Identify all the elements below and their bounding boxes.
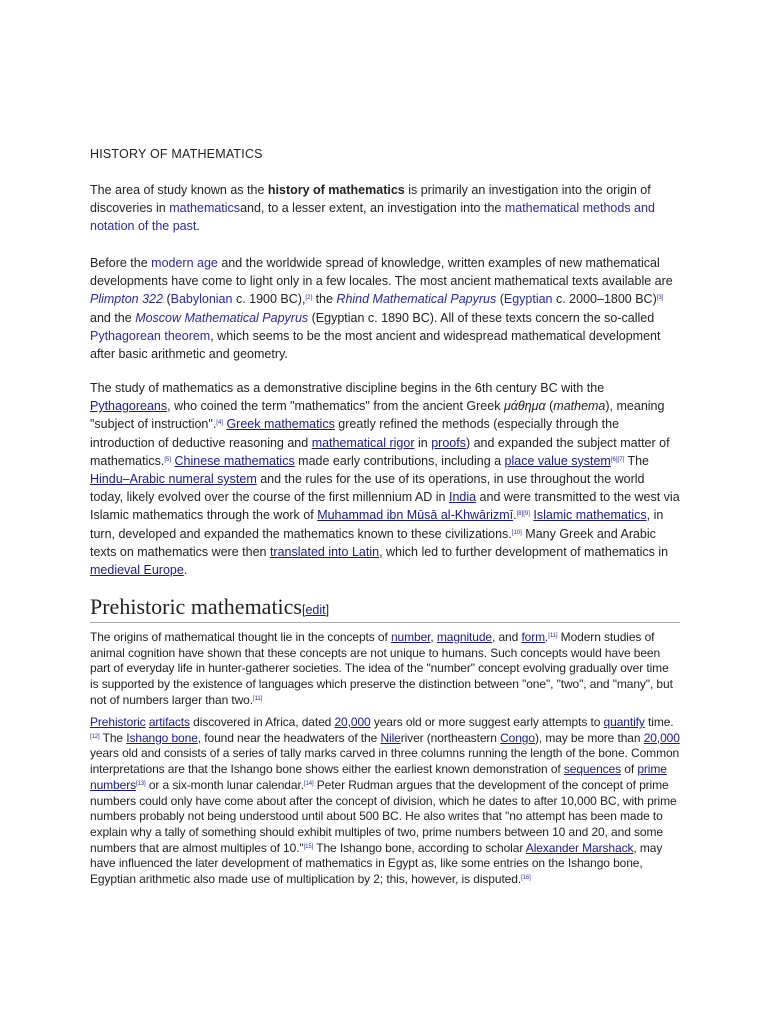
reference-marker[interactable]: [4]	[216, 420, 223, 427]
document-title: HISTORY OF MATHEMATICS	[90, 147, 263, 161]
link-form[interactable]: form	[521, 630, 546, 644]
text: The Ishango bone, according to scholar	[313, 840, 526, 855]
text: Peter Rudman argues that the development of the concept of prime numbers could only have come about after the concept of division, which he dates to after 10,000 BC, with prime numbers probably not being understood until about 500 BC. He also writes that "no attempt has been made to explain why a tally of something should exhibit multiples of two, prime numbers between 10 and 20, and some numbers that are almost multiples of 10."	[90, 777, 677, 855]
reference-marker[interactable]: [5]	[164, 456, 172, 463]
reference-marker[interactable]: [13]	[136, 780, 146, 787]
link-pythagoreans[interactable]: Pythagoreans	[90, 399, 168, 414]
greek-mathematics-paragraph	[90, 379, 680, 579]
bold-term: history of mathematics	[267, 183, 405, 197]
link-egyptian[interactable]: Egyptian	[503, 292, 553, 307]
text: , in turn, developed and expanded the mathematics known to these civilizations.	[90, 508, 664, 541]
reference-marker[interactable]: [15]	[303, 843, 314, 850]
link-medieval-europe[interactable]: medieval Europe	[90, 563, 184, 578]
text: the	[312, 292, 337, 307]
link-chinese-mathematics[interactable]: Chinese mathematics	[174, 453, 295, 468]
text: .	[196, 219, 200, 234]
text: The	[624, 453, 649, 468]
reference-marker[interactable]: [6][7]	[610, 456, 625, 463]
text: years old or more suggest early attempts to	[370, 715, 604, 729]
link-pythagorean-theorem[interactable]: Pythagorean theorem	[90, 328, 211, 343]
link-india[interactable]: India	[448, 490, 477, 505]
edit-link[interactable]: edit	[305, 603, 326, 617]
text: Modern studies of animal cognition have shown that these concepts are not unique to humans. Such concepts would have been part of everyday life in hunter-gatherer societies. The idea of the "number" concept evolving gradually over time is supported by the existence of languages which preserve the distinction between "one", "two", and "many", but not of numbers larger than two.	[90, 630, 673, 707]
reference-marker[interactable]: [2]	[305, 295, 313, 302]
link-number[interactable]: number	[390, 630, 431, 644]
link-modern-age[interactable]: modern age	[151, 256, 218, 270]
link-quantify[interactable]: quantify	[603, 715, 645, 729]
text: , and	[492, 630, 522, 644]
link-islamic-mathematics[interactable]: Islamic mathematics	[533, 508, 647, 523]
ishango-paragraph	[90, 715, 680, 888]
transliteration: mathema	[553, 399, 606, 414]
reference-marker[interactable]: [12]	[90, 733, 100, 740]
link-al-khwarizmi[interactable]: Muhammad ibn Mūsā al-Khwārizmī	[317, 508, 514, 523]
text: ,	[430, 630, 437, 644]
text: is primarily an investigation into the origin of discoveries in	[90, 183, 651, 216]
link-translated-into-latin[interactable]: translated into Latin	[269, 544, 380, 559]
link-plimpton-322[interactable]: Plimpton 322	[90, 292, 163, 307]
section-heading	[90, 594, 680, 623]
link-20000-second[interactable]: 20,000	[643, 730, 680, 745]
text: The area of study known as the	[90, 183, 268, 197]
reference-marker[interactable]: [11]	[253, 695, 263, 702]
text: , which led to further development of mathematics in	[379, 544, 669, 559]
link-artifacts[interactable]: artifacts	[148, 715, 190, 729]
reference-marker[interactable]: [10]	[511, 529, 522, 536]
link-prehistoric[interactable]: Prehistoric	[90, 715, 146, 729]
text: greatly refined the methods (especially through the introduction of deductive reasoning and	[90, 417, 620, 450]
ancient-texts-paragraph	[90, 254, 680, 363]
reference-marker[interactable]: [8][9]	[516, 511, 530, 518]
text: of	[621, 762, 638, 777]
text: (	[545, 399, 554, 414]
text: in	[414, 435, 432, 450]
reference-marker[interactable]: [16]	[521, 875, 531, 882]
text: , which seems to be the most ancient and widespread mathematical development after basic arithmetic and geometry.	[90, 328, 661, 362]
text: and were transmitted to the west via Islamic mathematics through the work of	[90, 490, 680, 523]
text: and the worldwide spread of knowledge, written examples of new mathematical developments have come to light only in a few locales. The most ancient mathematical texts available are	[90, 256, 673, 289]
text: The	[99, 730, 127, 745]
link-rhind-papyrus[interactable]: Rhind Mathematical Papyrus	[336, 292, 497, 307]
text: (Egyptian c. 1890 BC). All of these texts concern the so-called	[308, 310, 655, 325]
text: ), meaning "subject of instruction".	[90, 399, 665, 432]
link-prime-numbers[interactable]: prime numbers	[90, 762, 667, 792]
text: (	[496, 292, 504, 307]
link-babylonian[interactable]: Babylonian	[170, 292, 233, 307]
text: .	[183, 563, 188, 578]
link-nile[interactable]: Nile	[380, 730, 401, 745]
link-alexander-marshack[interactable]: Alexander Marshack	[525, 840, 634, 855]
text: (	[162, 292, 171, 307]
text: Many Greek and Arabic texts on mathematics were then	[90, 526, 656, 559]
link-proofs[interactable]: proofs	[431, 435, 466, 450]
link-greek-mathematics[interactable]: Greek mathematics	[226, 417, 335, 432]
link-mathematical-methods[interactable]: mathematical methods and notation of the past	[90, 201, 655, 234]
link-mathematical-rigor[interactable]: mathematical rigor	[311, 435, 415, 450]
text: , may have influenced the later development of mathematics in Egypt as, like some entries on the Ishango bone, Egyptian arithmetic also made use of multiplication by 2; this, however, is disputed.	[90, 840, 663, 887]
reference-marker[interactable]: [14]	[303, 780, 314, 787]
edit-section	[302, 603, 329, 617]
text: ) and expanded the subject matter of mathematics.	[90, 435, 670, 468]
text: and the	[90, 310, 136, 325]
link-sequences[interactable]: sequences	[563, 762, 622, 777]
link-congo[interactable]: Congo	[500, 730, 535, 745]
text: c. 2000–1800 BC)	[552, 292, 657, 307]
text: river (northeastern	[400, 730, 501, 745]
link-20000[interactable]: 20,000	[334, 715, 371, 729]
link-mathematics[interactable]: mathematics	[169, 201, 241, 216]
text: time.	[644, 715, 674, 729]
text: ), may be more than	[534, 730, 644, 745]
origins-paragraph	[90, 630, 680, 709]
text: and, to a lesser extent, an investigation into the	[240, 201, 505, 216]
text: Before the	[90, 256, 152, 270]
text: The origins of mathematical thought lie in the concepts of	[90, 630, 391, 644]
text: , found near the headwaters of the	[197, 730, 381, 745]
reference-marker[interactable]: [11]	[548, 633, 558, 639]
text: The study of mathematics as a demonstrative discipline begins in the 6th century BC with the	[90, 381, 605, 395]
text: discovered in Africa, dated	[189, 715, 335, 729]
text: c. 1900 BC),	[232, 292, 306, 307]
text: made early contributions, including a	[294, 453, 505, 468]
bracket: [	[302, 603, 306, 617]
link-moscow-papyrus[interactable]: Moscow Mathematical Papyrus	[135, 310, 309, 325]
text: and the rules for the use of its operations, in use throughout the world today, likely evolved over the course of the first millennium AD in	[90, 472, 645, 505]
link-ishango-bone[interactable]: Ishango bone	[126, 730, 198, 745]
reference-marker[interactable]: [3]	[656, 295, 664, 302]
link-hindu-arabic-numerals[interactable]: Hindu–Arabic numeral system	[90, 472, 257, 487]
link-magnitude[interactable]: magnitude	[436, 630, 492, 644]
text: .	[513, 508, 517, 523]
section-heading-text: Prehistoric mathematics	[90, 594, 302, 619]
link-place-value-system[interactable]: place value system	[504, 453, 611, 468]
text: years old and consists of a series of tally marks carved in three columns running the length of the bone. Common interpretations are that the Ishango bone shows either the earliest known demonstration of	[90, 746, 680, 777]
text: or a six-month lunar calendar.	[145, 777, 304, 792]
text: , who coined the term "mathematics" from the ancient Greek	[167, 399, 504, 414]
text: .	[545, 630, 549, 644]
bracket: ]	[325, 603, 330, 617]
greek-word: μάθημα	[503, 399, 546, 414]
intro-paragraph	[90, 181, 680, 236]
